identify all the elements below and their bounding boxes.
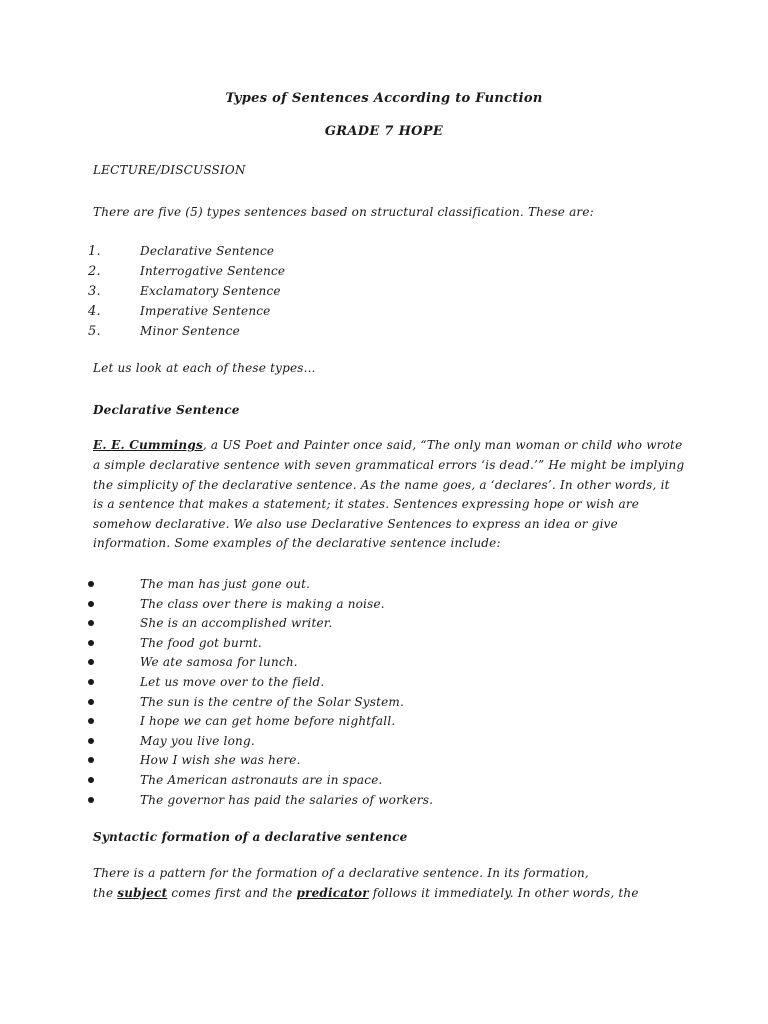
list-text: Imperative Sentence [140,304,271,318]
list-number: 3. [88,284,101,299]
example-text: The American astronauts are in space. [140,773,383,787]
author-name: E. E. Cummings [93,438,203,452]
heading-syntactic: Syntactic formation of a declarative sentence [93,830,408,844]
paragraph-text: comes first and the [167,886,297,900]
example-text: I hope we can get home before nightfall. [140,714,396,728]
paragraph-line: somehow declarative. We also use Declarative Sentences to express an idea or give [93,517,618,531]
list-number: 1. [88,244,101,259]
list-item [88,655,298,669]
paragraph-line [93,886,639,900]
list-text: Interrogative Sentence [140,264,286,278]
bullet-icon [88,738,94,744]
bullet-icon [88,777,94,783]
example-text: The man has just gone out. [140,577,311,591]
bullet-icon [88,757,94,763]
example-text: How I wish she was here. [140,753,301,767]
list-item [88,773,383,787]
paragraph-line: is a sentence that makes a statement; it states. Sentences expressing hope or wish are [93,497,640,511]
list-item [88,284,281,299]
list-item [88,714,395,728]
list-item [88,675,324,689]
list-item [88,304,270,319]
paragraph-line: a simple declarative sentence with seven grammatical errors ‘is dead.’” He might be implying [93,458,685,472]
example-text: The sun is the centre of the Solar System. [140,695,404,709]
bullet-icon [88,797,94,803]
list-item [88,636,262,650]
paragraph-text: , a US Poet and Painter once said, “The only man woman or child who wrote [202,438,683,452]
list-item [88,577,310,591]
bullet-icon [88,659,94,665]
lead-in-text: Let us look at each of these types... [93,361,316,375]
example-text: May you live long. [140,734,255,748]
paragraph-line: There is a pattern for the formation of a declarative sentence. In its formation, [93,866,589,880]
paragraph-line: information. Some examples of the declarative sentence include: [93,536,501,550]
list-item [88,244,274,259]
bullet-icon [88,640,94,646]
section-label: LECTURE/DISCUSSION [93,163,246,177]
document-title: Types of Sentences According to Function [225,91,543,106]
bullet-icon [88,620,94,626]
list-text: Exclamatory Sentence [140,284,281,298]
list-item [88,616,332,630]
predicator-term: predicator [296,886,369,900]
list-item [88,264,285,279]
example-text: The governor has paid the salaries of workers. [140,793,434,807]
bullet-icon [88,699,94,705]
list-item [88,695,404,709]
bullet-icon [88,601,94,607]
bullet-icon [88,581,94,587]
bullet-icon [88,679,94,685]
paragraph-line: the simplicity of the declarative sentence. As the name goes, a ‘declares’. In other words, it [93,478,670,492]
list-text: Declarative Sentence [140,244,275,258]
example-text: We ate samosa for lunch. [140,655,298,669]
list-item [88,597,385,611]
list-number: 4. [88,304,101,319]
example-text: The food got burnt. [140,636,262,650]
list-item [88,753,301,767]
heading-declarative: Declarative Sentence [93,403,240,417]
intro-paragraph: There are five (5) types sentences based on structural classification. These are: [93,205,594,219]
paragraph-text: follows it immediately. In other words, the [368,886,639,900]
example-text: Let us move over to the field. [140,675,325,689]
list-item [88,793,433,807]
document-subtitle: GRADE 7 HOPE [324,124,444,139]
paragraph-text: the [93,886,118,900]
subject-term: subject [117,886,168,900]
list-item [88,734,255,748]
list-item [88,324,240,339]
bullet-icon [88,718,94,724]
list-number: 5. [88,324,101,339]
paragraph-line [93,438,682,452]
example-text: The class over there is making a noise. [140,597,385,611]
list-text: Minor Sentence [140,324,240,338]
example-text: She is an accomplished writer. [140,616,333,630]
list-number: 2. [88,264,101,279]
